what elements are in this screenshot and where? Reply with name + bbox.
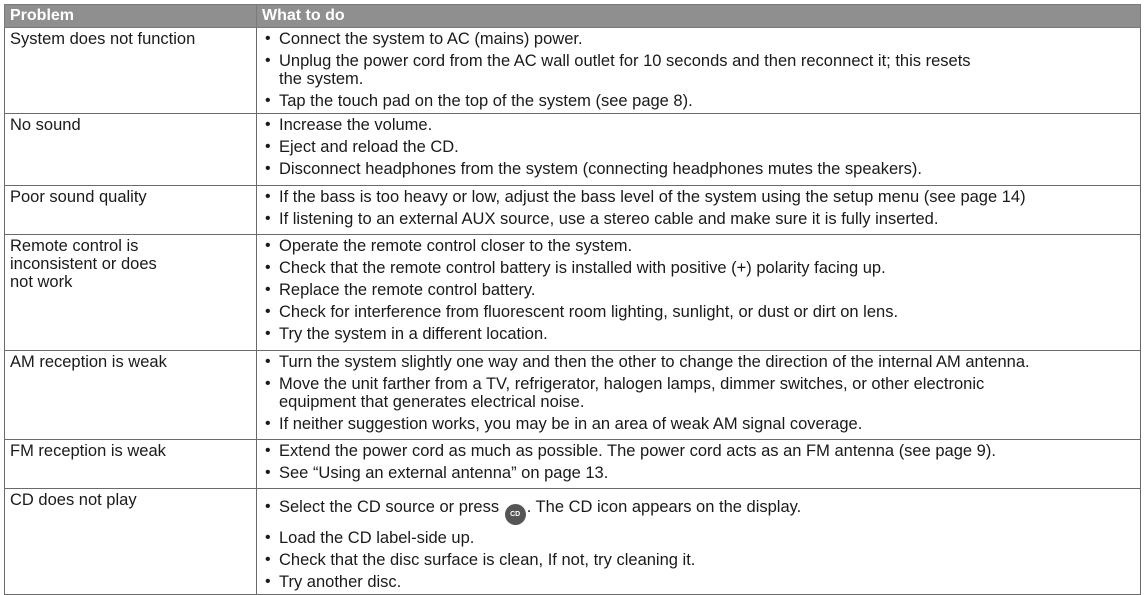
solution-item: • Check for interference from fluorescent room lighting, sunlight, or dust or dirt on lens. xyxy=(262,303,1136,321)
troubleshooting-table-container xyxy=(4,4,1140,595)
solution-item: • Move the unit farther from a TV, refrigerator, halogen lamps, dimmer switches, or other electronic equipment that generates electrical noise. xyxy=(262,375,1136,411)
solution-item: • Replace the remote control battery. xyxy=(262,281,1136,299)
table-row xyxy=(5,114,1141,186)
solution-item: • Tap the touch pad on the top of the system (see page 8). xyxy=(262,92,1136,110)
solution-list xyxy=(262,353,1136,433)
solution-item xyxy=(262,498,1136,525)
table-row xyxy=(5,235,1141,351)
solution-cell xyxy=(257,440,1141,489)
solution-item: • Disconnect headphones from the system (connecting headphones mutes the speakers). xyxy=(262,160,1136,178)
solution-text: . The CD icon appears on the display. xyxy=(526,498,802,516)
solution-item: • If the bass is too heavy or low, adjust the bass level of the system using the setup menu (see page 14) xyxy=(262,188,1136,206)
table-row xyxy=(5,440,1141,489)
solution-item: • Try the system in a different location. xyxy=(262,325,1136,343)
problem-cell: Remote control is inconsistent or does not work xyxy=(5,235,257,351)
cd-button-icon: CD xyxy=(505,504,526,525)
troubleshooting-table xyxy=(4,4,1141,595)
solution-item: • Turn the system slightly one way and then the other to change the direction of the internal AM antenna. xyxy=(262,353,1136,371)
table-header-row xyxy=(5,5,1141,28)
solution-item: • Check that the remote control battery is installed with positive (+) polarity facing up. xyxy=(262,259,1136,277)
solution-list xyxy=(262,30,1136,110)
solution-cell xyxy=(257,351,1141,440)
table-row xyxy=(5,186,1141,235)
table-row xyxy=(5,489,1141,595)
solution-item: • If neither suggestion works, you may be in an area of weak AM signal coverage. xyxy=(262,415,1136,433)
solution-cell xyxy=(257,489,1141,595)
solution-item: • If listening to an external AUX source, use a stereo cable and make sure it is fully inserted. xyxy=(262,210,1136,228)
solution-list xyxy=(262,116,1136,178)
solution-item: • Check that the disc surface is clean, If not, try cleaning it. xyxy=(262,551,1136,569)
solution-item: • Try another disc. xyxy=(262,573,1136,591)
solution-item: • See “Using an external antenna” on page 13. xyxy=(262,464,1136,482)
solution-cell xyxy=(257,235,1141,351)
solution-list xyxy=(262,188,1136,228)
solution-item: • Load the CD label-side up. xyxy=(262,529,1136,547)
header-problem: Problem xyxy=(5,5,257,28)
problem-cell: Poor sound quality xyxy=(5,186,257,235)
solution-list xyxy=(262,237,1136,343)
solution-text: Select the CD source or press xyxy=(279,498,500,516)
solution-item: • Increase the volume. xyxy=(262,116,1136,134)
problem-cell: System does not function xyxy=(5,28,257,114)
solution-list xyxy=(262,442,1136,482)
problem-cell: No sound xyxy=(5,114,257,186)
solution-item: • Connect the system to AC (mains) power. xyxy=(262,30,1136,48)
problem-cell: CD does not play xyxy=(5,489,257,595)
solution-item: • Extend the power cord as much as possible. The power cord acts as an FM antenna (see page 9). xyxy=(262,442,1136,460)
solution-item: • Unplug the power cord from the AC wall outlet for 10 seconds and then reconnect it; this resets the system. xyxy=(262,52,1136,88)
table-row xyxy=(5,351,1141,440)
header-what-to-do: What to do xyxy=(257,5,1141,28)
solution-cell xyxy=(257,114,1141,186)
solution-cell xyxy=(257,186,1141,235)
table-row xyxy=(5,28,1141,114)
solution-list xyxy=(262,491,1136,591)
solution-item: • Eject and reload the CD. xyxy=(262,138,1136,156)
solution-cell xyxy=(257,28,1141,114)
solution-item: • Operate the remote control closer to the system. xyxy=(262,237,1136,255)
problem-cell: AM reception is weak xyxy=(5,351,257,440)
problem-cell: FM reception is weak xyxy=(5,440,257,489)
